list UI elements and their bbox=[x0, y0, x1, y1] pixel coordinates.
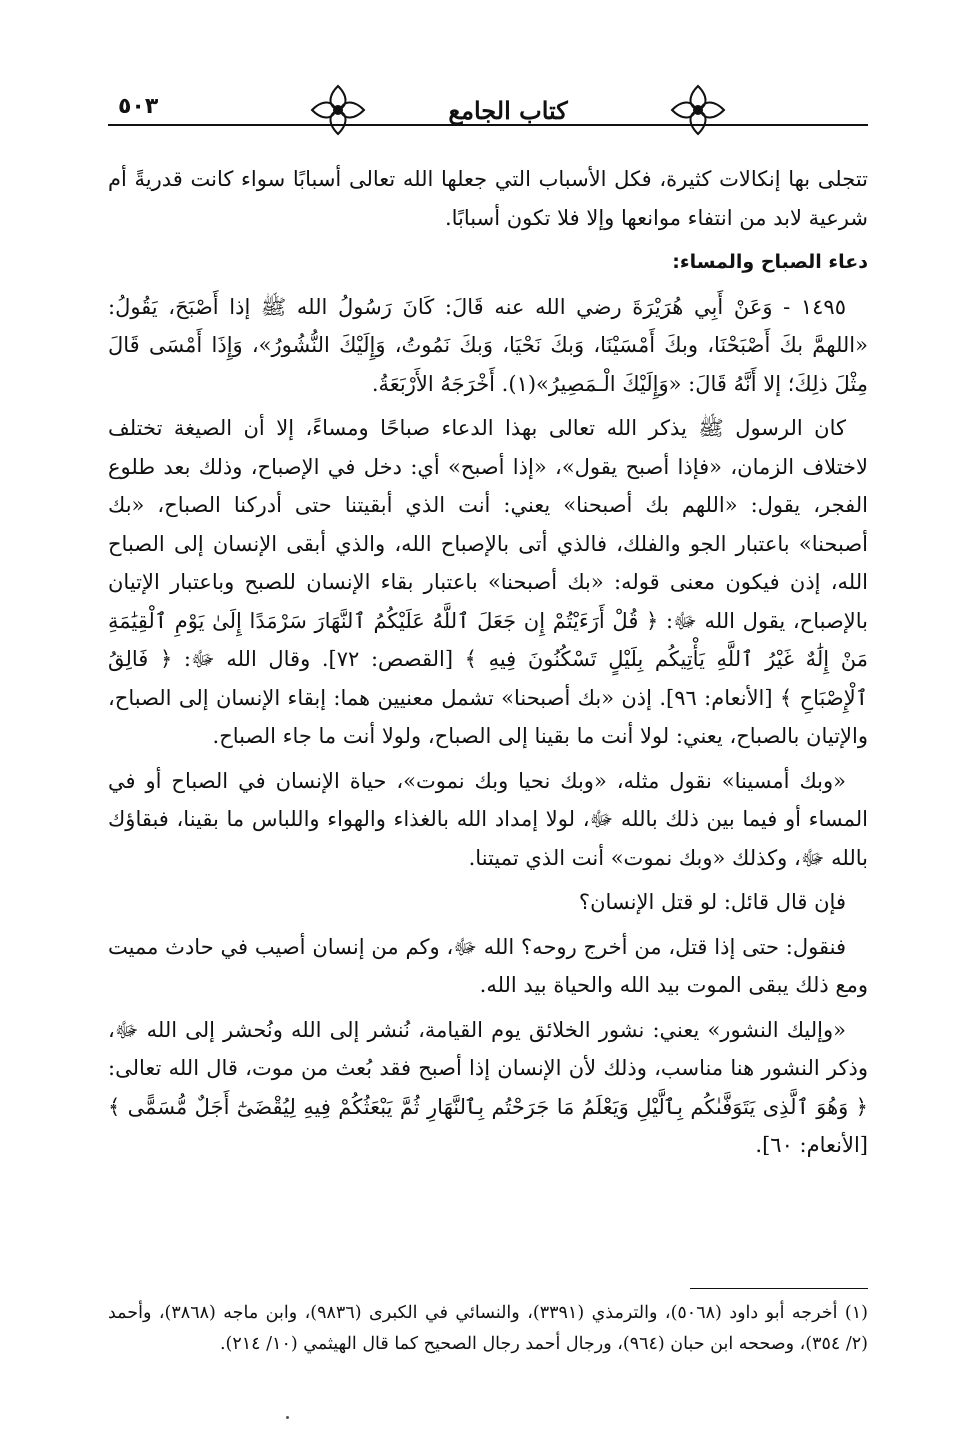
commentary-paragraph: كان الرسول ﷺ يذكر الله تعالى بهذا الدعاء صباحًا ومساءً، إلا أن الصيغة تختلف لاختلاف الزمان، «فإذا أصبح يقول»، «إذا أصبح» أي: دخل في الإصباح، وذلك بعد طلوع الفجر، يقول: «اللهم بك أصبحنا» يعني: أنت الذي أبقيتنا حتى أدركنا الصباح، «بك أصبحنا» باعتبار الجو والفلك، فالذي أتى بالإصباح الله، والذي أبقى الإنسان إلى الصباح الله، إذن فيكون معنى قوله: «بك أصبحنا» باعتبار بقاء الإنسان للصبح وباعتبار الإتيان بالإصباح، يقول الله ﷻ: ﴿ قُلْ أَرَءَيْتُمْ إِن جَعَلَ ٱللَّهُ عَلَيْكُمُ ٱلنَّهَارَ سَرْمَدًا إِلَىٰ يَوْمِ ٱلْقِيَٰمَةِ مَنْ إِلَٰهٌ غَيْرُ ٱللَّهِ يَأْتِيكُم بِلَيْلٍ تَسْكُنُونَ فِيهِ ﴾ [القصص: ٧٢]. وقال الله ﷻ: ﴿ فَالِقُ ٱلْإِصْبَاحِ ﴾ [الأنعام: ٩٦]. إذن «بك أصبحنا» تشمل معنيين هما: إبقاء الإنسان إلى الصباح، والإتيان بالصباح، يعني: لولا أنت ما بقينا إلى الصباح، ولولا أنت ما جاء الصباح. bbox=[108, 416, 868, 748]
paragraph-intro: تتجلى بها إنكالات كثيرة، فكل الأسباب التي جعلها الله تعالى أسبابًا سواء كانت قدريةً أم شرعية لابد من انتفاء موانعها وإلا فلا تكون أسبابًا. bbox=[108, 167, 868, 230]
answer-paragraph: فنقول: حتى إذا قتل، من أخرج روحه؟ الله ﷻ، وكم من إنسان أصيب في حادث مميت ومع ذلك يبقى الموت بيد الله والحياة بيد الله. bbox=[108, 934, 868, 997]
footnote: (١) أخرجه أبو داود (٥٠٦٨)، والترمذي (٣٣٩١)، والنسائي في الكبرى (٩٨٣٦)، وابن ماجه (٣٨٦٨)، وأحمد (٢/ ٣٥٤)، وصححه ابن حبان (٩٦٤)، ورجال أحمد رجال الصحيح كما قال الهيثمي (١٠/ ٢١٤). bbox=[108, 1303, 868, 1354]
hadith-text: ١٤٩٥ - وَعَنْ أَبِي هُرَيْرَةَ رضي الله عنه قَالَ: كَانَ رَسُولُ الله ﷺ إذا أَصْبَحَ، يَقُولُ: «اللهمَّ بكَ أَصْبَحْنَا، وبكَ أَمْسَيْنَا، وَبكَ نَحْيَا، وَبكَ نَمُوتُ، وَإِلَيْكَ النُّشُورُ»، وَإِذَا أَمْسَى قَالَ مِثْلَ ذلِكَ؛ إلا أَنَّهُ قَالَ: «وَإِلَيْكَ الْـمَصِيرُ»(١). أَخْرَجَهُ الأَرْبَعَةُ. bbox=[108, 294, 868, 396]
header-divider bbox=[108, 124, 868, 126]
question-paragraph: فإن قال قائل: لو قتل الإنسان؟ bbox=[578, 890, 846, 914]
commentary-paragraph: «وإليك النشور» يعني: نشور الخلائق يوم القيامة، نُنشر إلى الله ونُحشر إلى الله ﷻ، وذكر النشور هنا مناسب، وذلك لأن الإنسان إذا أصبح فقد بُعث من موت، قال الله تعالى: ﴿ وَهُوَ ٱلَّذِى يَتَوَفَّىٰكُم بِٱلَّيْلِ وَيَعْلَمُ مَا جَرَحْتُم بِٱلنَّهَارِ ثُمَّ يَبْعَثُكُمْ فِيهِ لِيُقْضَىٰٓ أَجَلٌ مُّسَمًّى ﴾ [الأنعام: ٦٠]. bbox=[108, 1017, 868, 1157]
book-title: كتاب الجامع bbox=[448, 96, 568, 125]
footnote-divider bbox=[690, 1288, 868, 1289]
ornament-right-icon bbox=[668, 82, 728, 138]
ornament-left-icon bbox=[308, 82, 368, 138]
scan-speck bbox=[286, 1416, 289, 1419]
page-body bbox=[108, 160, 868, 1171]
section-heading: دعاء الصباح والمساء: bbox=[672, 251, 868, 273]
commentary-paragraph: «وبك أمسينا» نقول مثله، «وبك نحيا وبك نموت»، حياة الإنسان في الصباح أو في المساء أو فيما بين ذلك بالله ﷻ، لولا إمداد الله بالغذاء والهواء واللباس ما بقينا، فبقاؤك بالله ﷻ، وكذلك «وبك نموت» أنت الذي تميتنا. bbox=[108, 768, 868, 870]
page-number: ٥٠٣ bbox=[118, 94, 159, 119]
page-header bbox=[108, 82, 868, 154]
